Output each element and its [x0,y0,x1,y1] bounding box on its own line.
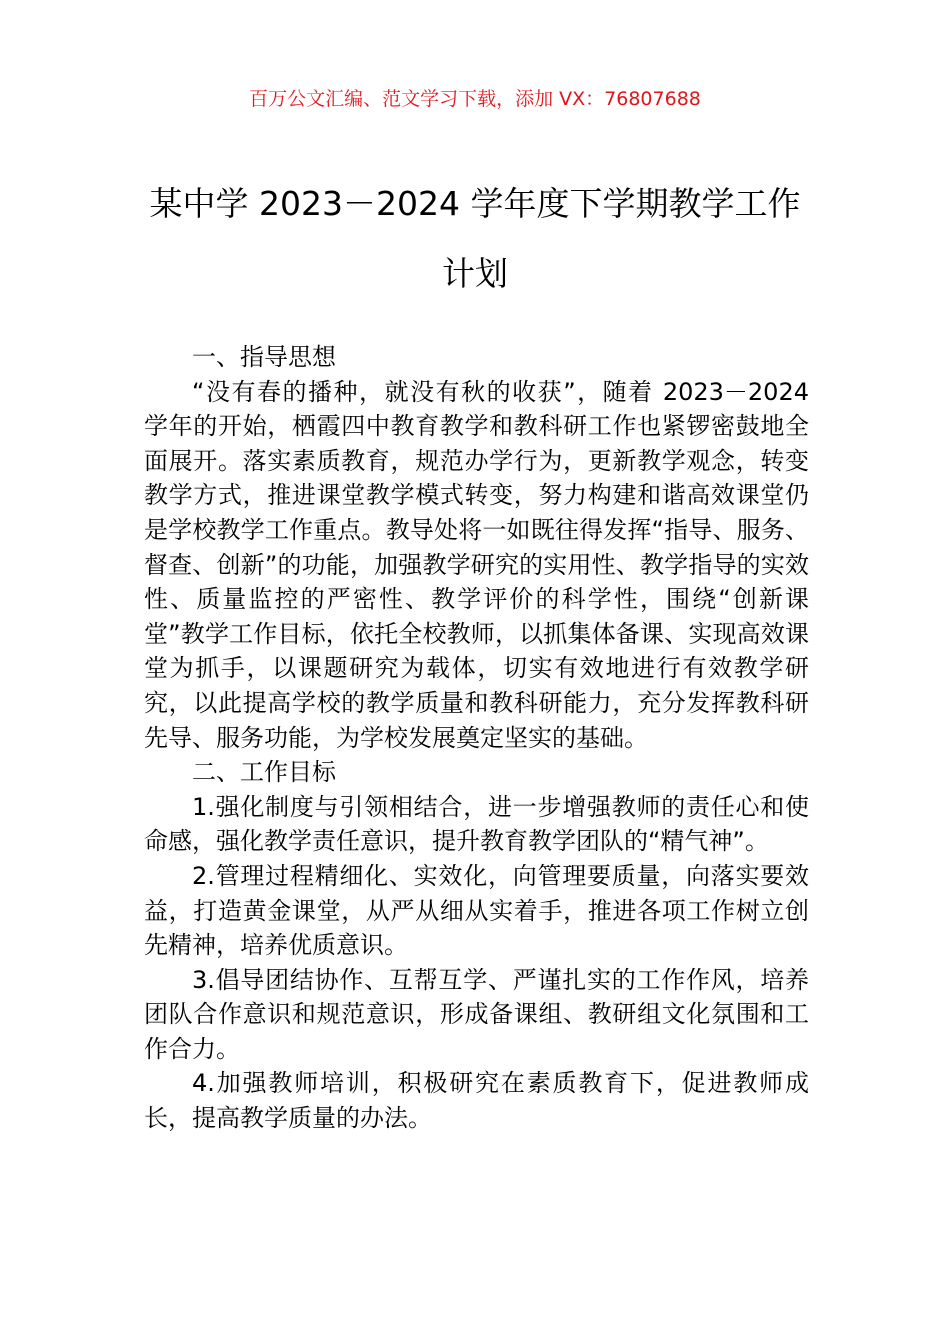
header-promo-text: 百万公文汇编、范文学习下载，添加 VX：76807688 [249,88,701,110]
section-heading-work-goals: 二、工作目标 [192,758,336,787]
paragraph-guiding-ideology: “没有春的播种，就没有秋的收获”，随着 2023－2024 学年的开始，栖霞四中教育教学和教科研工作也紧锣密鼓地全面展开。落实素质教育，规范办学行为，更新教学观念，转变教学方式，推进课堂教学模式转变，努力构建和谐高效课堂仍是学校教学工作重点。教导处将一如既往得发挥“指导、服务、督查、创新”的功能，加强教学研究的实用性、教学指导的实效性、质量监控的严密性、教学评价的科学性，围绕“创新课堂”教学工作目标，依托全校教师，以抓集体备课、实现高效课堂为抓手，以课题研究为载体，切实有效地进行有效教学研究，以此提高学校的教学质量和教科研能力，充分发挥教科研先导、服务功能，为学校发展奠定坚实的基础。 [144,377,809,752]
goal-item-2: 2.管理过程精细化、实效化，向管理要质量，向落实要效益，打造黄金课堂，从严从细从实着手，推进各项工作树立创先精神，培养优质意识。 [144,861,809,960]
document-body [144,340,809,1136]
document-title-line-2: 计划 [442,254,508,293]
goal-item-4: 4.加强教师培训，积极研究在素质教育下，促进教师成长，提高教学质量的办法。 [144,1069,809,1133]
document-title-line-1: 某中学 2023－2024 学年度下学期教学工作 [149,184,801,223]
goal-item-3: 3.倡导团结协作、互帮互学、严谨扎实的工作作风，培养团队合作意识和规范意识，形成备课组、教研组文化氛围和工作合力。 [144,965,809,1063]
section-heading-guiding-ideology: 一、指导思想 [192,343,336,371]
goal-item-1: 1.强化制度与引领相结合，进一步增强教师的责任心和使命感，强化教学责任意识，提升教育教学团队的“精气神”。 [144,792,809,856]
